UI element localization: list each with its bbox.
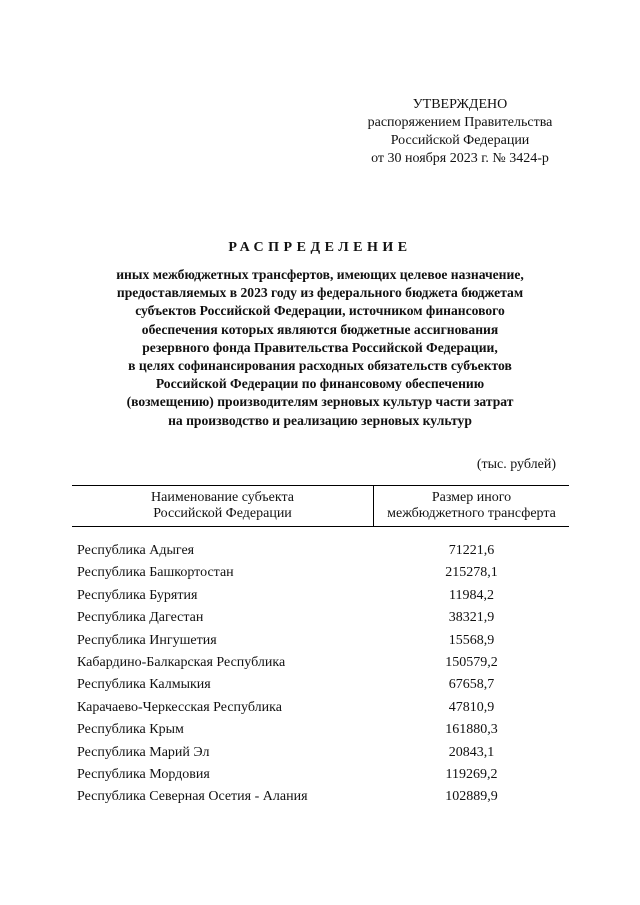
- transfer-amount: 161880,3: [445, 722, 498, 738]
- transfer-amount: 47810,9: [448, 699, 495, 715]
- header-text: межбюджетного трансферта: [387, 506, 556, 521]
- table-row: [72, 652, 569, 674]
- subtitle-line: (возмещению) производителям зерновых культур части затрат: [126, 394, 514, 410]
- table-header: [72, 485, 569, 527]
- table-row: [72, 585, 569, 607]
- region-name: Карачаево-Черкесская Республика: [77, 699, 282, 715]
- table-row: [72, 697, 569, 719]
- column-header-amount: [374, 490, 569, 522]
- approval-heading: УТВЕРЖДЕНО: [412, 97, 508, 112]
- column-header-name: [72, 490, 373, 522]
- subtitle-line: субъектов Российской Федерации, источником финансового: [135, 303, 505, 319]
- region-name: Республика Крым: [77, 722, 184, 738]
- transfer-amount: 11984,2: [449, 587, 494, 603]
- transfer-amount: 102889,9: [445, 789, 498, 805]
- units-label: (тыс. рублей): [476, 457, 556, 472]
- region-name: Республика Ингушетия: [77, 632, 217, 648]
- header-text: Российской Федерации: [153, 506, 292, 521]
- table-row: [72, 786, 569, 808]
- transfer-amount: 67658,7: [448, 677, 495, 693]
- region-name: Республика Калмыкия: [77, 677, 211, 693]
- table-body: [72, 540, 569, 809]
- subtitle-line: в целях софинансирования расходных обязательств субъектов: [128, 358, 512, 374]
- subtitle-line: иных межбюджетных трансфертов, имеющих целевое назначение,: [116, 267, 524, 282]
- header-text: Наименование субъекта: [151, 490, 294, 505]
- subtitle-line: предоставляемых в 2023 году из федерального бюджета бюджетам: [116, 285, 524, 301]
- table-row: [72, 540, 569, 562]
- region-name: Кабардино-Балкарская Республика: [77, 654, 286, 670]
- region-name: Республика Бурятия: [77, 587, 198, 603]
- region-name: Республика Северная Осетия - Алания: [77, 789, 308, 805]
- transfer-amount: 215278,1: [445, 565, 498, 581]
- approval-block: [340, 96, 580, 168]
- transfer-amount: 38321,9: [448, 610, 495, 626]
- table-row: [72, 719, 569, 741]
- region-name: Республика Адыгея: [77, 543, 195, 558]
- transfer-amount: 71221,6: [448, 543, 495, 558]
- document-title: РАСПРЕДЕЛЕНИЕ: [228, 240, 412, 255]
- subtitle-line: резервного фонда Правительства Российской Федерации,: [142, 339, 498, 355]
- table-row: [72, 630, 569, 652]
- subtitle-line: обеспечения которых являются бюджетные ассигнования: [141, 321, 499, 337]
- approval-date: от 30 ноября 2023 г. № 3424-р: [371, 151, 549, 166]
- transfer-amount: 20843,1: [448, 744, 495, 760]
- document-subtitle: [40, 266, 600, 430]
- distribution-table: [72, 485, 569, 805]
- region-name: Республика Мордовия: [77, 766, 210, 782]
- table-row: [72, 674, 569, 696]
- subtitle-line: на производство и реализацию зерновых культур: [168, 412, 472, 428]
- region-name: Республика Башкортостан: [77, 565, 234, 581]
- region-name: Республика Марий Эл: [77, 744, 210, 760]
- transfer-amount: 119269,2: [445, 766, 498, 782]
- table-row: [72, 764, 569, 786]
- approval-line: Российской Федерации: [390, 133, 530, 148]
- approval-line: распоряжением Правительства: [367, 115, 553, 130]
- table-row: [72, 607, 569, 629]
- region-name: Республика Дагестан: [77, 610, 204, 626]
- transfer-amount: 150579,2: [445, 654, 498, 670]
- subtitle-line: Российской Федерации по финансовому обеспечению: [155, 376, 485, 392]
- header-text: Размер иного: [431, 490, 512, 505]
- transfer-amount: 15568,9: [448, 632, 495, 648]
- table-row: [72, 742, 569, 764]
- table-row: [72, 562, 569, 584]
